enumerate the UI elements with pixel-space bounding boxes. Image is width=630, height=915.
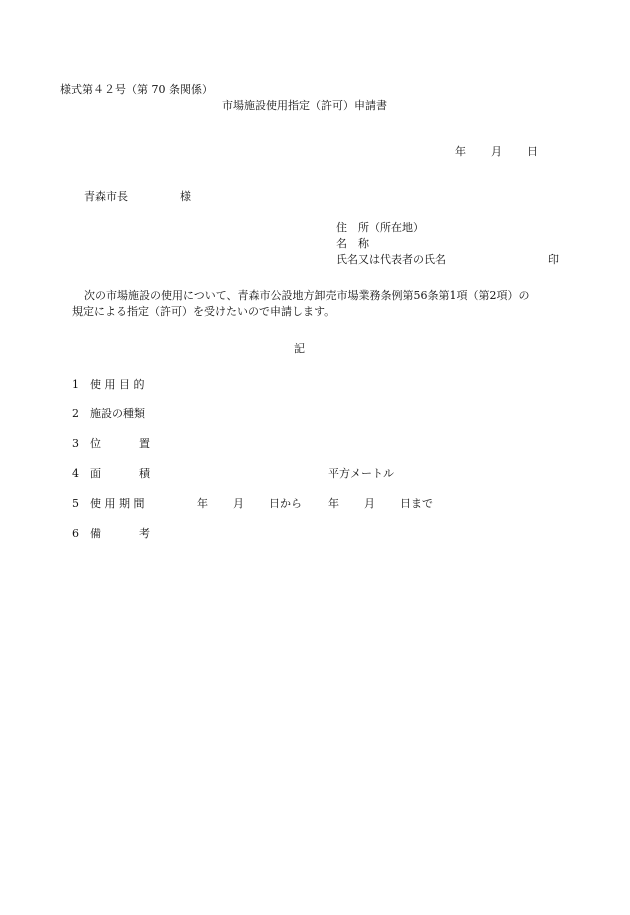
applicant-address-label: 住 所（所在地） xyxy=(336,221,424,234)
date-year-label: 年 xyxy=(455,145,466,158)
item-number: 3 xyxy=(72,437,79,450)
item-number: 5 xyxy=(72,497,79,510)
item-number: 2 xyxy=(72,407,79,420)
addressee-name: 青森市長 xyxy=(84,190,128,203)
item-label: 位 xyxy=(90,437,101,450)
applicant-representative-label: 氏名又は代表者の氏名 xyxy=(336,253,446,266)
item-label-end: 考 xyxy=(139,527,150,540)
document-title: 市場施設使用指定（許可）申請書 xyxy=(222,99,387,112)
seal-mark: 印 xyxy=(548,253,559,266)
item-label: 使 用 期 間 xyxy=(90,497,145,510)
item-number: 6 xyxy=(72,527,79,540)
addressee-honorific: 様 xyxy=(180,190,191,203)
applicant-name-label: 名 称 xyxy=(336,237,369,250)
date-day-label: 日 xyxy=(527,145,538,158)
item-number: 1 xyxy=(72,378,79,391)
period-month-2: 月 xyxy=(364,497,375,510)
item-label: 施設の種類 xyxy=(90,407,145,420)
period-from: 日から xyxy=(269,497,302,510)
item-number: 4 xyxy=(72,467,79,480)
period-month-1: 月 xyxy=(233,497,244,510)
period-year-2: 年 xyxy=(328,497,339,510)
body-line-2: 規定による指定（許可）を受けたいので申請します。 xyxy=(72,305,336,318)
ki-heading: 記 xyxy=(294,342,305,355)
item-label: 使 用 目 的 xyxy=(90,378,145,391)
item-label-end: 積 xyxy=(139,467,150,480)
item-label-end: 置 xyxy=(139,437,150,450)
date-month-label: 月 xyxy=(491,145,502,158)
item-label: 備 xyxy=(90,527,101,540)
area-unit: 平方メートル xyxy=(328,467,394,480)
form-number: 様式第４２号（第 70 条関係） xyxy=(60,83,213,96)
item-label: 面 xyxy=(90,467,101,480)
body-line-1: 次の市場施設の使用について、青森市公設地方卸売市場業務条例第56条第1項（第2項）の xyxy=(84,289,530,302)
period-year-1: 年 xyxy=(197,497,208,510)
period-until: 日まで xyxy=(400,497,433,510)
